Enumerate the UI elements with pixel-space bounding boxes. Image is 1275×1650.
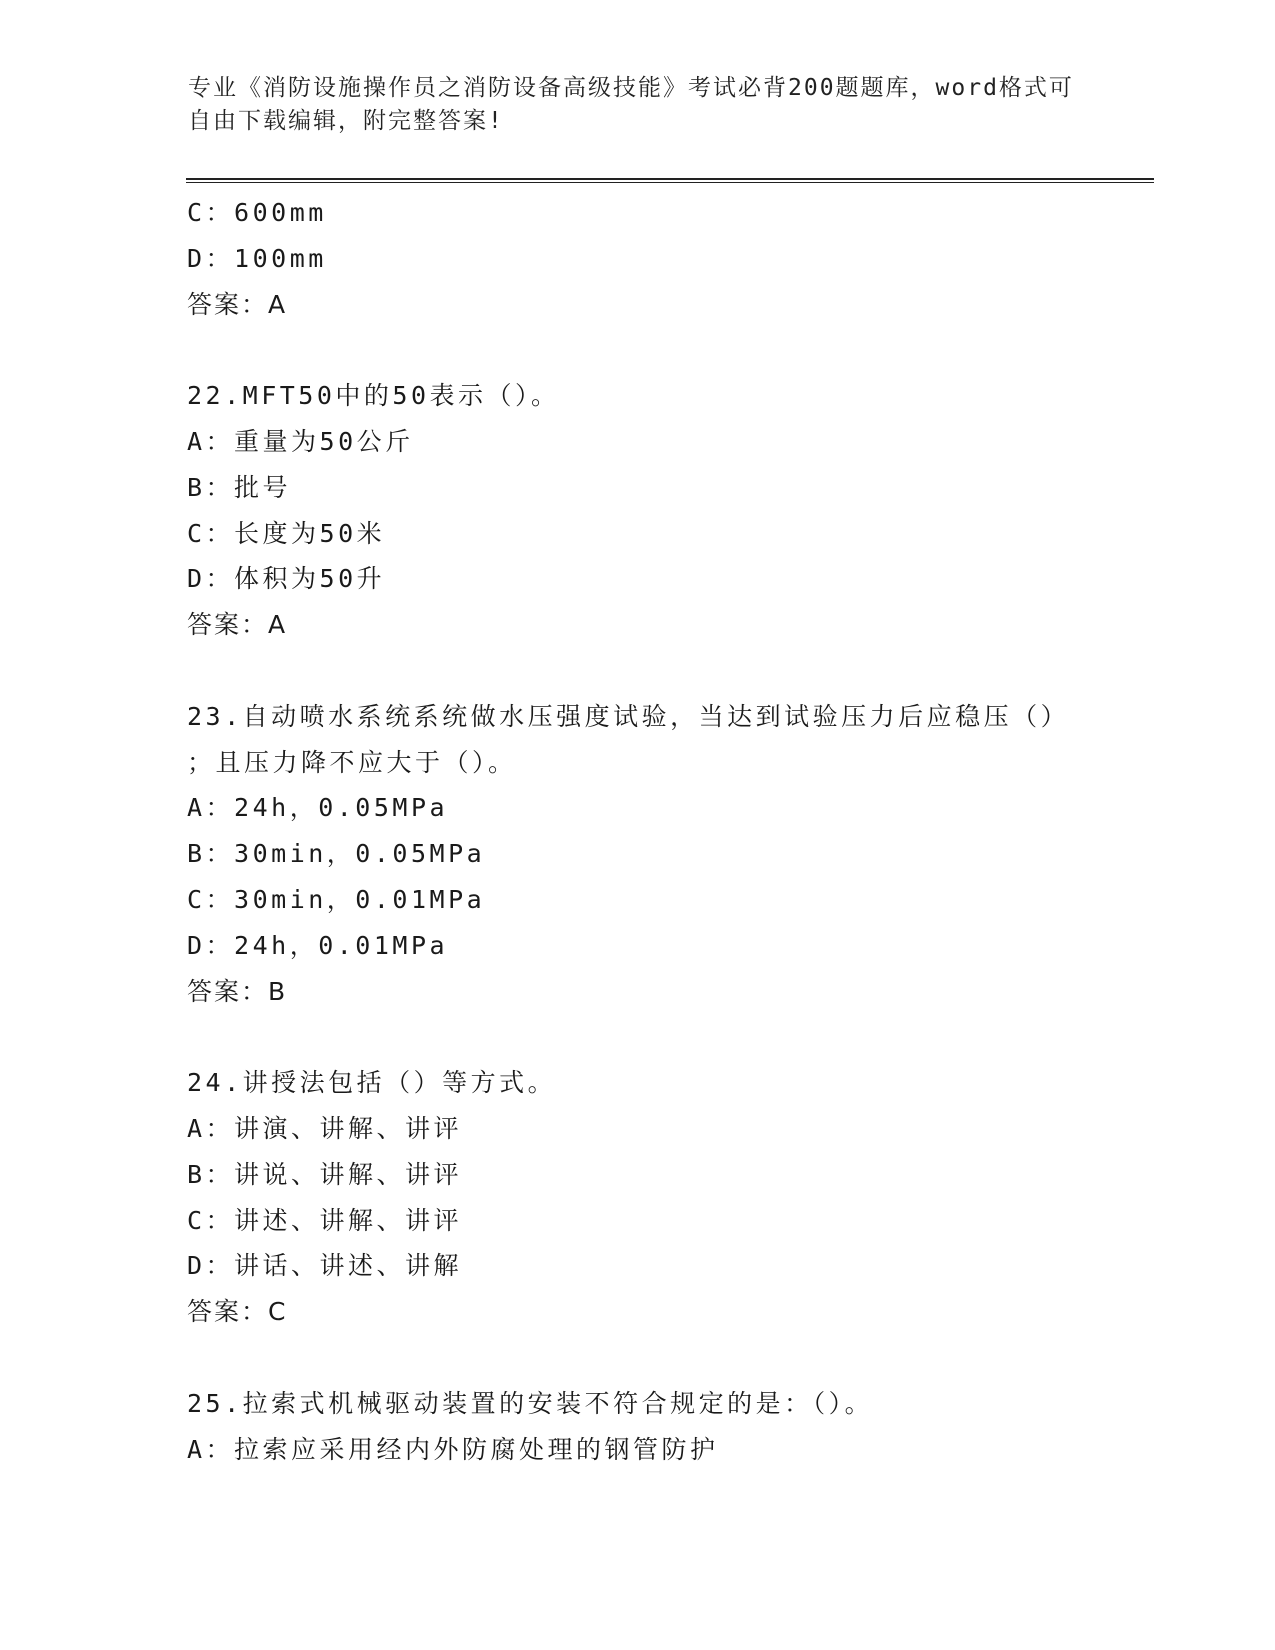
answer: 答案：A bbox=[187, 610, 288, 640]
question-21-tail bbox=[187, 190, 1147, 327]
answer: 答案：C bbox=[187, 1297, 288, 1327]
question-text: 25.拉索式机械驱动装置的安装不符合规定的是：（）。 bbox=[187, 1388, 874, 1418]
question-22 bbox=[187, 373, 1147, 648]
header-line-1: 专业《消防设施操作员之消防设备高级技能》考试必背200题题库，word格式可 bbox=[188, 75, 1074, 101]
question-24 bbox=[187, 1060, 1147, 1335]
option-d: D：体积为50升 bbox=[187, 564, 386, 594]
question-list bbox=[187, 190, 1147, 1472]
option-c: C：600mm bbox=[187, 198, 327, 227]
option-c: C：30min，0.01MPa bbox=[187, 884, 486, 914]
answer: 答案：B bbox=[187, 976, 288, 1006]
option-a: A：重量为50公斤 bbox=[187, 426, 414, 456]
spacer bbox=[187, 1014, 1147, 1060]
answer: 答案：A bbox=[187, 289, 288, 319]
spacer bbox=[187, 327, 1147, 373]
question-text: 24.讲授法包括（）等方式。 bbox=[187, 1068, 557, 1098]
header-line-2: 自由下载编辑，附完整答案! bbox=[188, 108, 504, 134]
header-divider bbox=[186, 178, 1154, 180]
option-d: D：100mm bbox=[187, 243, 327, 273]
spacer bbox=[187, 648, 1147, 694]
header-divider-thin bbox=[186, 182, 1154, 183]
option-a: A：24h，0.05MPa bbox=[187, 793, 449, 823]
question-text-line-1: 23.自动喷水系统系统做水压强度试验，当达到试验压力后应稳压（） bbox=[187, 701, 1070, 731]
option-d: D：讲话、讲述、讲解 bbox=[187, 1251, 463, 1281]
option-b: B：30min，0.05MPa bbox=[187, 839, 486, 869]
option-b: B：批号 bbox=[187, 472, 292, 502]
question-25 bbox=[187, 1381, 1147, 1473]
option-c: C：长度为50米 bbox=[187, 518, 386, 548]
option-c: C：讲述、讲解、讲评 bbox=[187, 1205, 463, 1235]
question-23 bbox=[187, 694, 1147, 1015]
option-a: A：讲演、讲解、讲评 bbox=[187, 1113, 463, 1143]
spacer bbox=[187, 1335, 1147, 1381]
option-a: A：拉索应采用经内外防腐处理的钢管防护 bbox=[187, 1434, 719, 1464]
question-text-line-2: ；且压力降不应大于（）。 bbox=[187, 747, 517, 777]
question-text: 22.MFT50中的50表示（）。 bbox=[187, 381, 560, 411]
option-b: B：讲说、讲解、讲评 bbox=[187, 1159, 463, 1189]
option-d: D：24h，0.01MPa bbox=[187, 930, 449, 960]
document-header bbox=[188, 72, 1088, 138]
